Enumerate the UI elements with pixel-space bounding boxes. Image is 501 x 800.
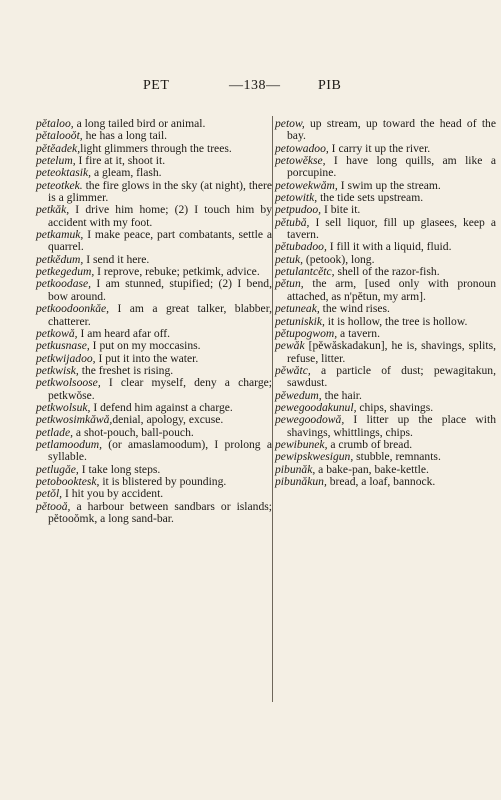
entry-headword: petuk,	[275, 252, 304, 266]
dictionary-entry	[36, 204, 272, 229]
entry-definition: light glimmers through the trees.	[80, 141, 232, 155]
entry-definition: I have long quills, am like a porcupine.	[287, 154, 496, 180]
entry-headword: petlugăe,	[36, 462, 79, 476]
entry-definition: I put on my moccasins.	[89, 339, 201, 353]
entry-definition: the hair.	[321, 388, 362, 402]
entry-headword: petkăk,	[36, 203, 70, 217]
entry-headword: pewegoodakunul,	[275, 400, 357, 414]
entry-definition: it is hollow, the tree is hollow.	[324, 314, 468, 328]
entry-definition: I sell liquor, fill up glasees, keep a tavern.	[287, 215, 496, 242]
entry-headword: pĕtalooŏt,	[36, 129, 83, 143]
entry-definition: I swim up the stream.	[337, 178, 441, 192]
entry-headword: pĕtun,	[275, 277, 304, 291]
dictionary-entry	[275, 155, 496, 180]
entry-definition: I fire at it, shoot it.	[75, 154, 166, 168]
entry-definition: the tide sets upstream.	[317, 191, 424, 205]
entry-headword: pĕtaloo,	[36, 117, 74, 130]
entry-headword: petowitk,	[275, 191, 318, 205]
dictionary-entry	[275, 340, 496, 365]
entry-headword: petkusnase,	[36, 339, 90, 353]
dictionary-entry	[275, 476, 496, 488]
entry-headword: petowadoo,	[275, 141, 329, 155]
entry-definition: the wind rises.	[319, 302, 390, 316]
entry-definition: a tavern.	[337, 326, 380, 340]
entry-definition: I fill it with a liquid, fluid.	[326, 240, 452, 254]
entry-definition: I litter up the place with shavings, whittlings, chips.	[287, 413, 496, 439]
entry-definition: I am heard afar off.	[77, 326, 171, 340]
entry-definition: a gleam, flash.	[91, 166, 162, 180]
entry-definition: chips, shavings.	[356, 400, 434, 414]
entry-definition: a crumb of bread.	[327, 437, 413, 451]
entry-definition: I am a great talker, blabber, chatterer.	[48, 302, 272, 328]
entry-definition: up stream, up toward the head of the bay.	[287, 117, 496, 143]
dictionary-entry	[36, 278, 272, 303]
entry-headword: petŏl,	[36, 487, 63, 501]
entry-headword: petkowă,	[36, 326, 78, 340]
entry-headword: pibunăk,	[275, 462, 316, 476]
entry-headword: pewipskwesigun,	[275, 450, 354, 464]
entry-headword: pĕtupogwom,	[275, 326, 338, 340]
header-right-guideword: PIB	[318, 78, 342, 93]
entry-definition: I make peace, part combatants, settle a quarrel.	[48, 228, 272, 254]
dictionary-entry	[36, 303, 272, 328]
entry-headword: pibunăkun,	[275, 474, 327, 488]
entry-headword: pĕwătc,	[275, 363, 311, 377]
entry-headword: pĕtooă,	[36, 499, 71, 513]
entry-headword: petkwijadoo,	[36, 351, 96, 365]
entry-headword: petkamuk,	[36, 228, 84, 242]
entry-headword: petkoodase,	[36, 277, 92, 291]
entry-headword: petuniskik,	[275, 314, 325, 328]
entry-headword: pewăk	[275, 339, 305, 353]
entry-definition: [pĕwăskadakun], he is, shavings, splits, refuse, litter.	[287, 339, 496, 365]
entry-headword: petlade,	[36, 425, 74, 439]
entry-headword: petkwolsuk,	[36, 400, 91, 414]
entry-headword: petpudoo,	[275, 203, 322, 217]
entry-definition: a shot-pouch, ball-pouch.	[73, 425, 194, 439]
entry-definition: a particle of dust; pewagitakun, sawdust.	[287, 363, 496, 390]
entry-headword: petkwolsoose,	[36, 376, 101, 390]
entry-definition: (or amaslamoodum), I prolong a syllable.	[48, 437, 272, 464]
dictionary-entry	[275, 118, 496, 143]
entry-definition: I carry it up the river.	[328, 141, 431, 155]
dictionary-entry	[36, 229, 272, 254]
entry-headword: pewibunek,	[275, 437, 328, 451]
entry-definition: he has a long tail.	[82, 129, 168, 143]
entry-definition: bread, a loaf, bannock.	[326, 474, 436, 488]
page-header	[0, 78, 501, 98]
entry-headword: peteoktasik,	[36, 166, 92, 180]
entry-definition: denial, apology, excuse.	[112, 413, 224, 427]
entry-definition: I reprove, rebuke; petkimk, advice.	[94, 265, 260, 279]
dictionary-entry	[275, 365, 496, 390]
entry-definition: (petook), long.	[303, 252, 375, 266]
dictionary-entry	[36, 377, 272, 402]
entry-definition: I bite it.	[321, 203, 361, 217]
entry-definition: I defend him against a charge.	[90, 400, 233, 414]
entry-definition: I put it into the water.	[95, 351, 199, 365]
header-left-guideword: PET	[143, 78, 170, 93]
dictionary-entry	[36, 180, 272, 205]
entry-definition: it is blistered by pounding.	[99, 474, 227, 488]
right-column	[275, 118, 496, 488]
entry-headword: pĕwedum,	[275, 388, 322, 402]
entry-headword: pĕtubă,	[275, 215, 310, 229]
entry-definition: I hit you by accident.	[62, 487, 164, 501]
dictionary-entry	[275, 278, 496, 303]
entry-headword: petkoodoonkăe,	[36, 302, 110, 316]
entry-definition: I send it here.	[83, 252, 150, 266]
page-number: —138—	[229, 78, 281, 93]
entry-definition: I take long steps.	[78, 462, 161, 476]
entry-headword: pĕtĕadek,	[36, 141, 81, 155]
column-divider	[272, 116, 273, 702]
entry-headword: petkwosimkăwă,	[36, 413, 113, 427]
entry-definition: a harbour between sandbars or islands; pĕtooŏmk, a long sand-bar.	[48, 499, 272, 525]
entry-definition: shell of the razor-fish.	[334, 265, 440, 279]
entry-definition: I drive him home; (2) I touch him by accident with my foot.	[48, 203, 272, 229]
entry-headword: petowekwăm,	[275, 178, 338, 192]
entry-headword: petow,	[275, 117, 305, 130]
entry-definition: stubble, remnants.	[353, 450, 441, 464]
entry-definition: a bake-pan, bake-kettle.	[315, 462, 429, 476]
entry-headword: petkĕdum,	[36, 252, 84, 266]
entry-definition: the arm, [used only with pronoun attached, as n'pĕtun, my arm].	[287, 277, 496, 303]
entry-definition: the freshet is rising.	[78, 363, 174, 377]
entry-headword: petobooktesk,	[36, 474, 100, 488]
entry-headword: petuneak,	[275, 302, 320, 316]
dictionary-entry	[275, 414, 496, 439]
entry-definition: the fire glows in the sky (at night), there is a glimmer.	[48, 178, 272, 205]
dictionary-entry	[36, 439, 272, 464]
entry-headword: petelum,	[36, 154, 76, 168]
entry-headword: petowĕkse,	[275, 154, 326, 168]
entry-definition: a long tailed bird or animal.	[73, 117, 206, 130]
entry-headword: petlamoodum,	[36, 437, 103, 451]
dictionary-entry	[275, 217, 496, 242]
entry-definition: I clear myself, deny a charge; petkwŏse.	[48, 376, 272, 402]
entry-headword: pewegoodowă,	[275, 413, 345, 427]
dictionary-entry	[36, 501, 272, 526]
entry-headword: petulantcĕtc,	[275, 265, 335, 279]
entry-headword: petkegedum,	[36, 265, 95, 279]
entry-headword: pĕtubadoo,	[275, 240, 327, 254]
left-column	[36, 118, 272, 525]
entry-headword: petkwisk,	[36, 363, 79, 377]
entry-headword: peteotkek.	[36, 178, 83, 192]
entry-definition: I am stunned, stupified; (2) I bend, bow around.	[48, 277, 272, 303]
